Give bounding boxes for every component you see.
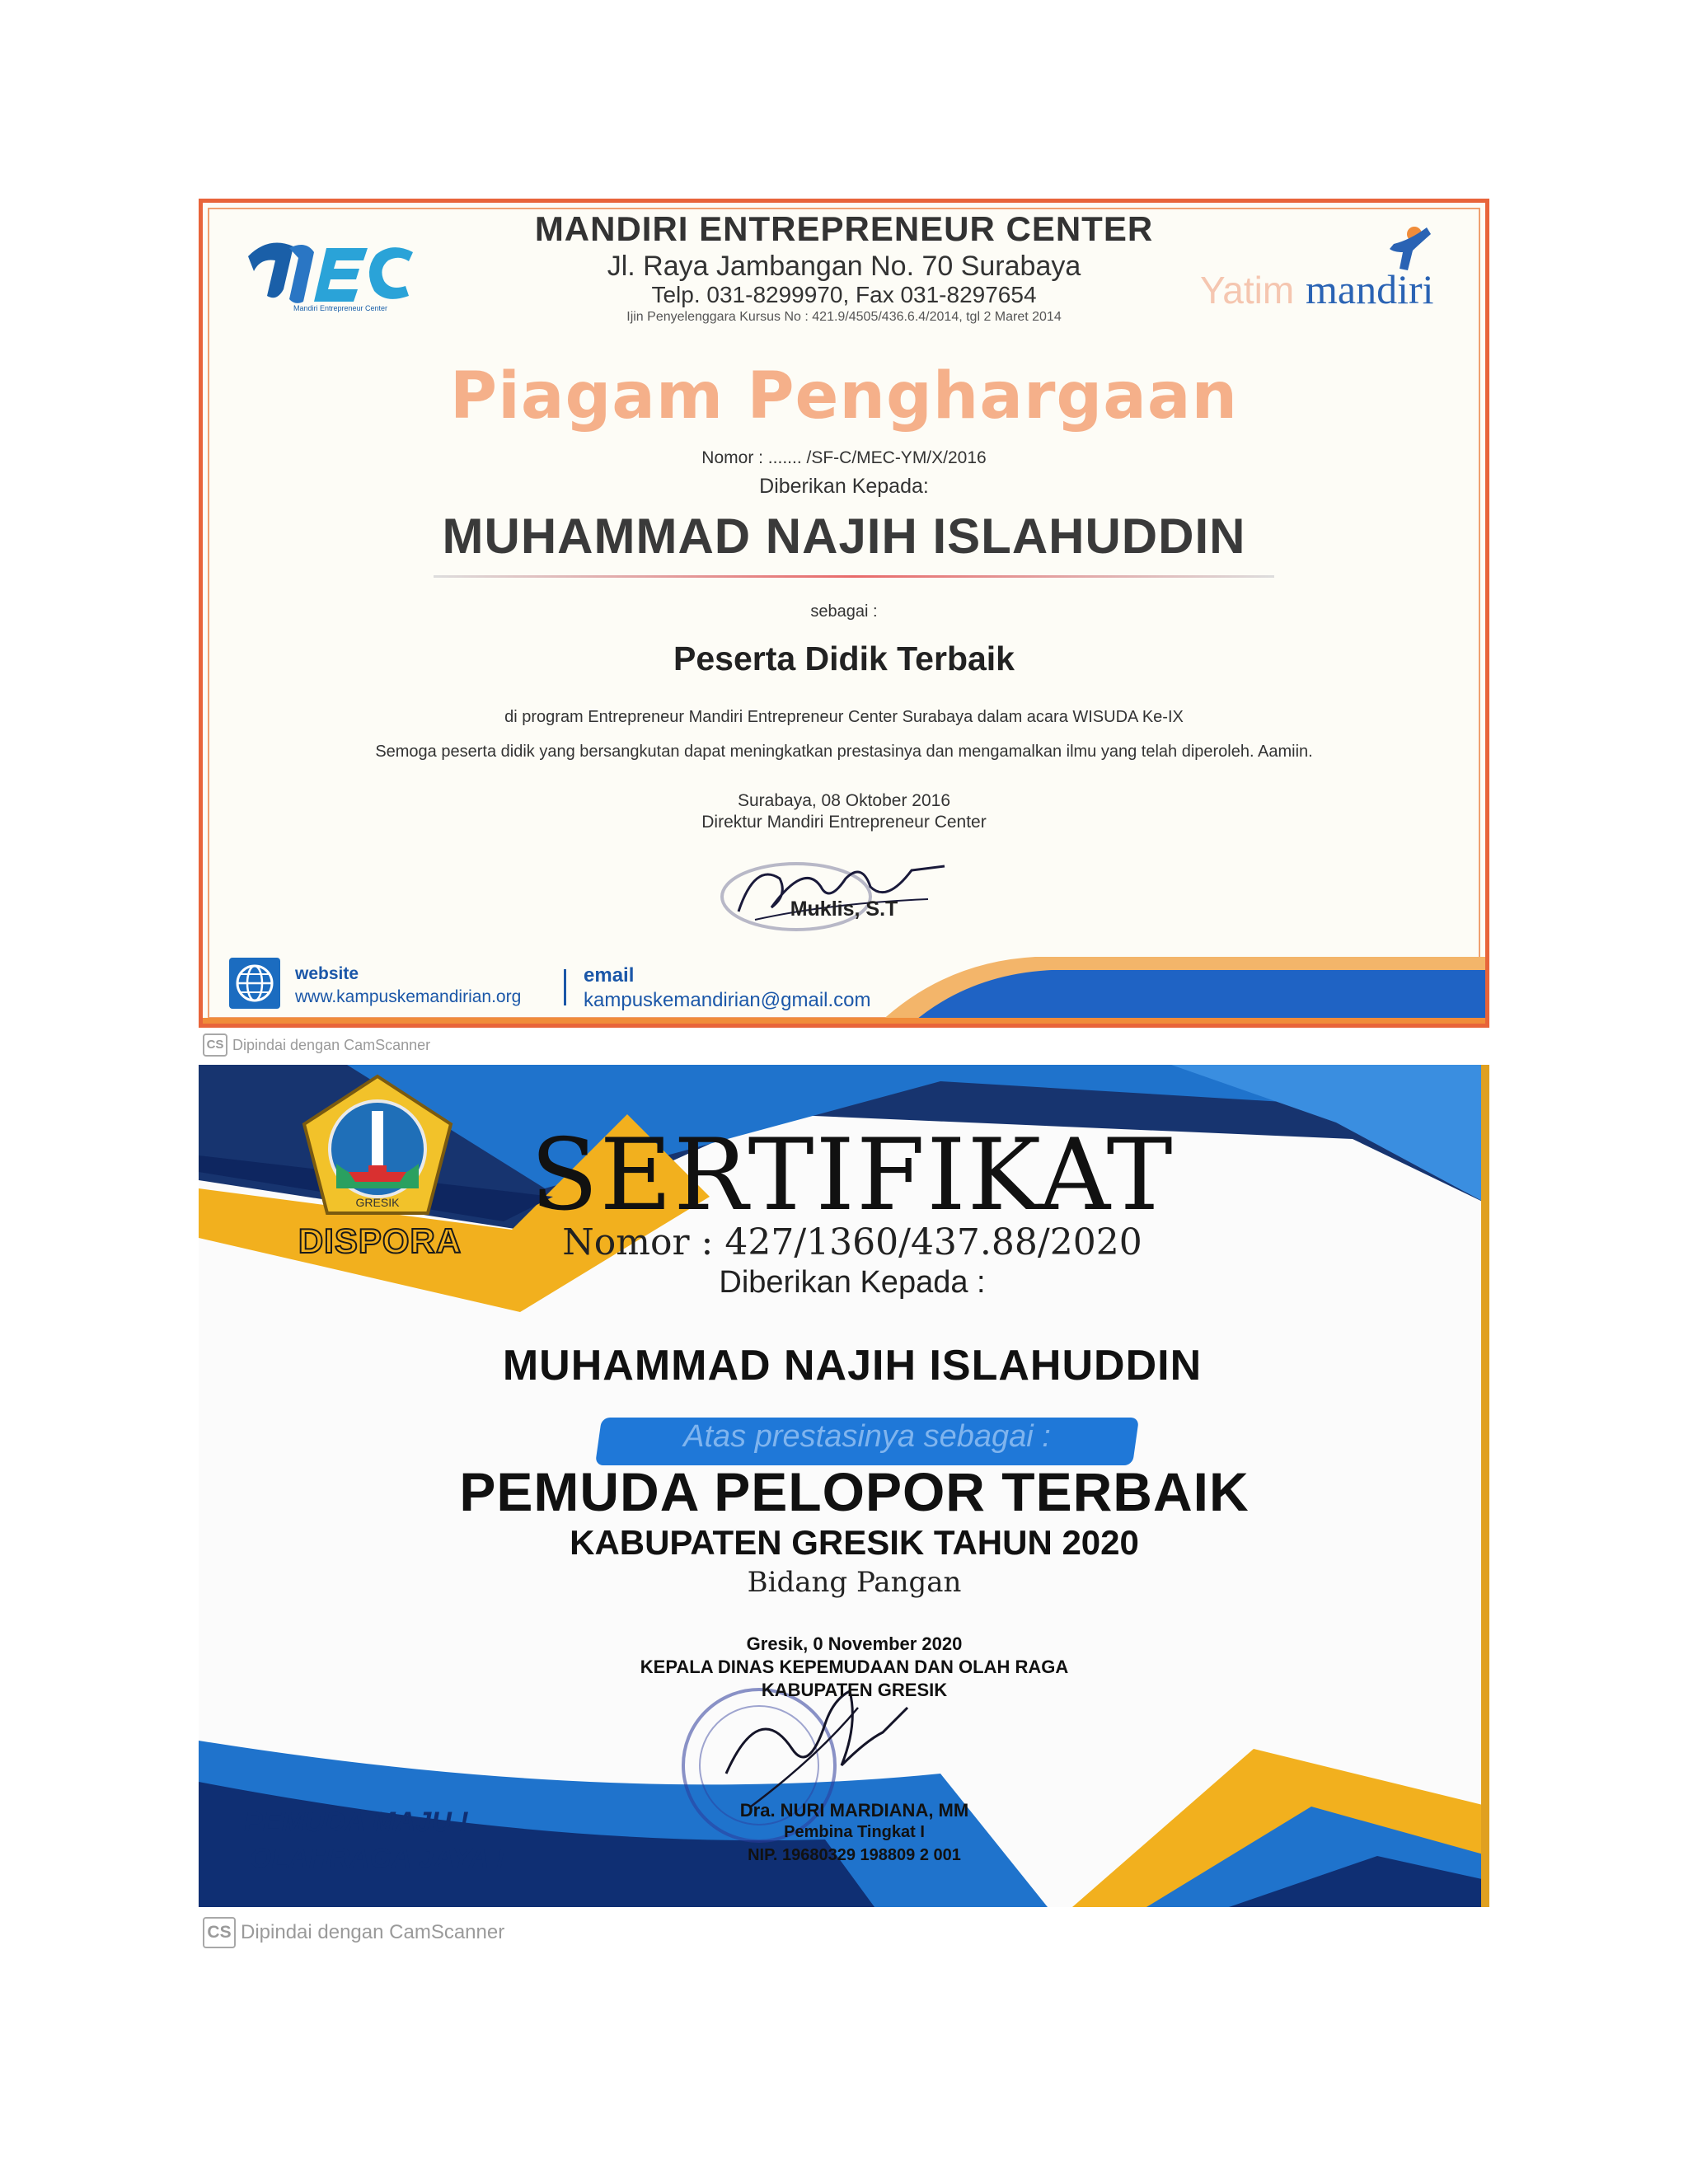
signer-rank: Pembina Tingkat I (784, 1823, 925, 1841)
org-name: MANDIRI ENTREPRENEUR CENTER (534, 209, 1154, 248)
award-role: PEMUDA PELOPOR TERBAIK (459, 1461, 1250, 1522)
footer-bar (203, 945, 1485, 1024)
signer-title-line-1: KEPALA DINAS KEPEMUDAAN DAN OLAH RAGA (640, 1657, 1069, 1677)
footer-separator (564, 969, 566, 1005)
watermark-text: Dipindai dengan CamScanner (241, 1921, 505, 1943)
signer-name: Muklis, S.T (790, 898, 898, 921)
achievement-label: Atas prestasinya sebagai : (683, 1419, 1051, 1454)
org-address: Jl. Raya Jambangan No. 70 Surabaya (607, 251, 1081, 282)
slogan-line-2: OLAHRAGA JAYA ! (250, 1843, 505, 1874)
description-line-2: Semoga peserta didik yang bersangkutan dapat meningkatkan prestasinya dan mengamalkan ilmu yang telah diperoleh. Aamiin. (375, 743, 1313, 761)
globe-icon (229, 958, 280, 1009)
award-role: Peserta Didik Terbaik (673, 640, 1015, 677)
certificate-mec (199, 199, 1489, 1028)
org-phone: Telp. 031-8299970, Fax 031-8297654 (651, 282, 1037, 307)
org-permit: Ijin Penyelenggara Kursus No : 421.9/4505/436.6.4/2014, tgl 2 Maret 2014 (626, 310, 1062, 324)
name-underline (434, 575, 1274, 578)
award-field: Bidang Pangan (747, 1566, 962, 1599)
certificate-number: Nomor : ....... /SF-C/MEC-YM/X/2016 (701, 448, 987, 467)
recipient-name: MUHAMMAD NAJIH ISLAHUDDIN (502, 1342, 1203, 1390)
signer-name: Dra. NURI MARDIANA, MM (739, 1800, 969, 1821)
given-to-label: Diberikan Kepada : (719, 1265, 986, 1300)
signer-title: Direktur Mandiri Entrepreneur Center (701, 813, 987, 832)
as-label: sebagai : (810, 602, 878, 621)
recipient-name: MUHAMMAD NAJIH ISLAHUDDIN (442, 509, 1246, 564)
camscanner-icon: CS (203, 1033, 227, 1057)
email-label: email (584, 964, 635, 987)
signer-nip: NIP. 19680329 198809 2 001 (748, 1846, 961, 1864)
place-date: Surabaya, 08 Oktober 2016 (737, 791, 950, 810)
place-date: Gresik, 0 November 2020 (746, 1633, 963, 1654)
emblem-text: GRESIK (355, 1196, 400, 1209)
slogan-line-1: PEMUDA MAJU ! (244, 1807, 469, 1838)
scanner-watermark (203, 1033, 430, 1057)
scanner-watermark (203, 1917, 504, 1948)
certificate-title: Piagam Penghargaan (449, 359, 1239, 434)
website-link[interactable]: www.kampuskemandirian.org (295, 987, 522, 1006)
logo-text-yatim: Yatim (1200, 269, 1295, 312)
award-subtitle: KABUPATEN GRESIK TAHUN 2020 (570, 1523, 1139, 1562)
description-line-1: di program Entrepreneur Mandiri Entrepreneur Center Surabaya dalam acara WISUDA Ke-IX (504, 708, 1184, 726)
website-label: website (295, 964, 359, 983)
certificate-title: SERTIFIKAT (530, 1118, 1175, 1233)
agency-name: DISPORA (298, 1221, 462, 1260)
signer-title-line-2: KABUPATEN GRESIK (761, 1680, 948, 1700)
given-to-label: Diberikan Kepada: (759, 475, 929, 498)
signature-stamp-icon (706, 829, 969, 953)
email-link[interactable]: kampuskemandirian@gmail.com (584, 989, 871, 1011)
camscanner-icon: CS (203, 1917, 236, 1948)
svg-text:Mandiri Entrepreneur Center: Mandiri Entrepreneur Center (293, 304, 388, 312)
certificate-number: Nomor : 427/1360/437.88/2020 (562, 1221, 1142, 1263)
certificate-dispora (199, 1065, 1489, 1907)
watermark-text: Dipindai dengan CamScanner (232, 1036, 431, 1053)
logo-text-mandiri: mandiri (1306, 266, 1434, 312)
